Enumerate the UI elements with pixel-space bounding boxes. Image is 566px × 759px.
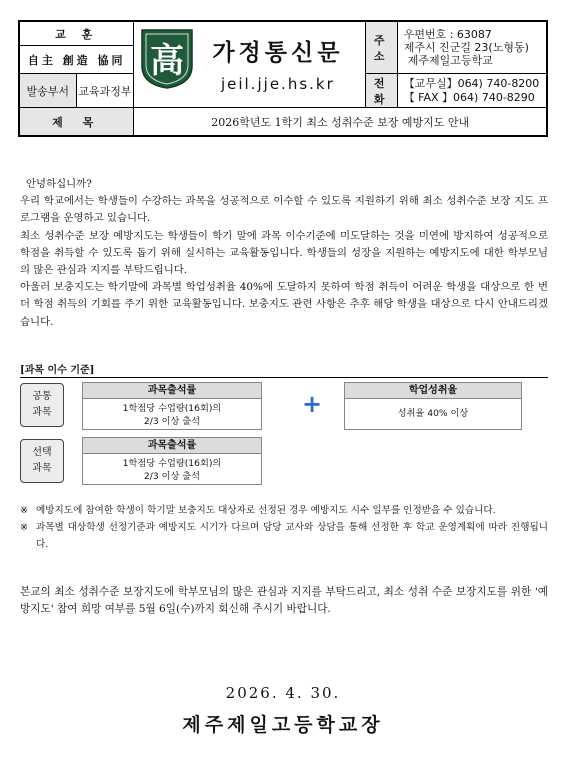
fax-line: 【 FAX 】064) 740-8290 bbox=[403, 90, 535, 104]
attendance-line: 2/3 이상 출석 bbox=[143, 416, 201, 427]
greeting: 안녕하십니까? bbox=[26, 178, 92, 190]
attendance-line: 2/3 이상 출석 bbox=[143, 471, 201, 482]
notice-body bbox=[20, 176, 548, 331]
attendance-line: 1학점당 수업량(16회)의 bbox=[122, 458, 222, 469]
achievement-card bbox=[344, 382, 522, 430]
label-line: 과목 bbox=[32, 407, 52, 418]
label-line: 공통 bbox=[32, 391, 52, 402]
label-line: 선택 bbox=[32, 447, 52, 458]
school-motto: 自主 創造 協同 bbox=[20, 46, 134, 74]
notice-subject: 2026학년도 1학기 최소 성취수준 보장 예방지도 안내 bbox=[134, 108, 547, 136]
address-line: 제주시 진군길 23(노형동) bbox=[403, 41, 529, 54]
school-logo-icon bbox=[140, 28, 194, 90]
achievement-body: 성취율 40% 이상 bbox=[397, 408, 469, 419]
paragraph: 최소 성취수준 보장 예방지도는 학생들이 학기 말에 과목 이수기준에 미도달하는 것을 미연에 방지하여 성공적으로 학점을 취득할 수 있도록 돕기 위해 실시하는 교육활동입니다. 학생들의 성장을 지원하는 예방지도에 대한 학부모님의 많은 관심과 지지를 부탁드립니다. bbox=[20, 229, 548, 277]
phone-line: 【교무실】064) 740-8200 bbox=[403, 76, 540, 90]
common-subject-label bbox=[20, 383, 64, 427]
attendance-line: 1학점당 수업량(16회)의 bbox=[122, 403, 222, 414]
logo-char: 高 bbox=[150, 41, 185, 81]
paragraph: 우리 학교에서는 학생들이 수강하는 과목을 성공적으로 이수할 수 있도록 지원하기 위해 최소 성취수준 보장 지도 프로그램을 운영하고 있습니다. bbox=[20, 195, 548, 225]
school-url: jeil.jje.hs.kr bbox=[220, 75, 335, 93]
address-label: 주 소 bbox=[365, 22, 397, 74]
header-table bbox=[18, 20, 548, 137]
phone-block bbox=[397, 74, 546, 108]
motto-heading: 교 훈 bbox=[20, 22, 134, 46]
common-attendance-card bbox=[82, 382, 262, 430]
note-mark: ※ bbox=[20, 505, 29, 516]
dept-label: 발송부서 bbox=[20, 74, 76, 107]
address-line: 우편번호 : 63087 bbox=[403, 28, 492, 41]
achievement-header: 학업성취율 bbox=[345, 383, 521, 399]
address-line: 제주제일고등학교 bbox=[407, 54, 493, 67]
attendance-header: 과목출석률 bbox=[83, 438, 261, 454]
dept-value: 교육과정부 bbox=[78, 84, 132, 98]
elective-attendance-card bbox=[82, 437, 262, 485]
newsletter-banner bbox=[134, 22, 365, 108]
signer: 제주제일고등학교장 bbox=[182, 714, 384, 736]
closing-paragraph: 본교의 최소 성취수준 보장지도에 학부모님의 많은 관심과 지지를 부탁드리고, 최소 성취 수준 보장지도를 위한 '예방지도' 참여 희망 여부를 5월 6일(수)까지 회신해 주시기 바랍니다. bbox=[20, 586, 548, 615]
criteria-title: [과목 이수 기준] bbox=[20, 361, 548, 378]
label-line: 과목 bbox=[32, 463, 52, 474]
note-text: 예방지도에 참여한 학생이 학기말 보충지도 대상자로 선정된 경우 예방지도 시수 일부를 인정받을 수 있습니다. bbox=[36, 505, 496, 516]
plus-icon: + bbox=[302, 390, 323, 418]
paragraph: 아울러 보충지도는 학기말에 과목별 학업성취율 40%에 도달하지 못하여 학점 취득이 어려운 학생을 대상으로 한 번 더 학점 취득의 기회를 주기 위한 교육활동입니다. 보충지도 관련 사항은 추후 해당 학생을 대상으로 다시 안내드리겠습니다. bbox=[20, 281, 548, 328]
attendance-body bbox=[83, 454, 261, 484]
phone-label: 전 화 bbox=[365, 74, 397, 108]
note-item bbox=[20, 502, 548, 519]
elective-subject-label bbox=[20, 439, 64, 483]
note-mark: ※ bbox=[20, 522, 29, 533]
note-item bbox=[20, 519, 548, 553]
subject-label: 제 목 bbox=[20, 108, 134, 136]
newsletter-title: 가정통신문 bbox=[212, 39, 344, 66]
issue-date: 2026. 4. 30. bbox=[225, 684, 341, 702]
address-block bbox=[397, 22, 546, 74]
attendance-body bbox=[83, 399, 261, 429]
attendance-header: 과목출석률 bbox=[83, 383, 261, 399]
notes bbox=[20, 502, 548, 553]
note-text: 과목별 대상학생 선정기준과 예방지도 시기가 다르며 담당 교사와 상담을 통해 선정한 후 학교 운영계획에 따라 진행됩니다. bbox=[36, 522, 548, 550]
